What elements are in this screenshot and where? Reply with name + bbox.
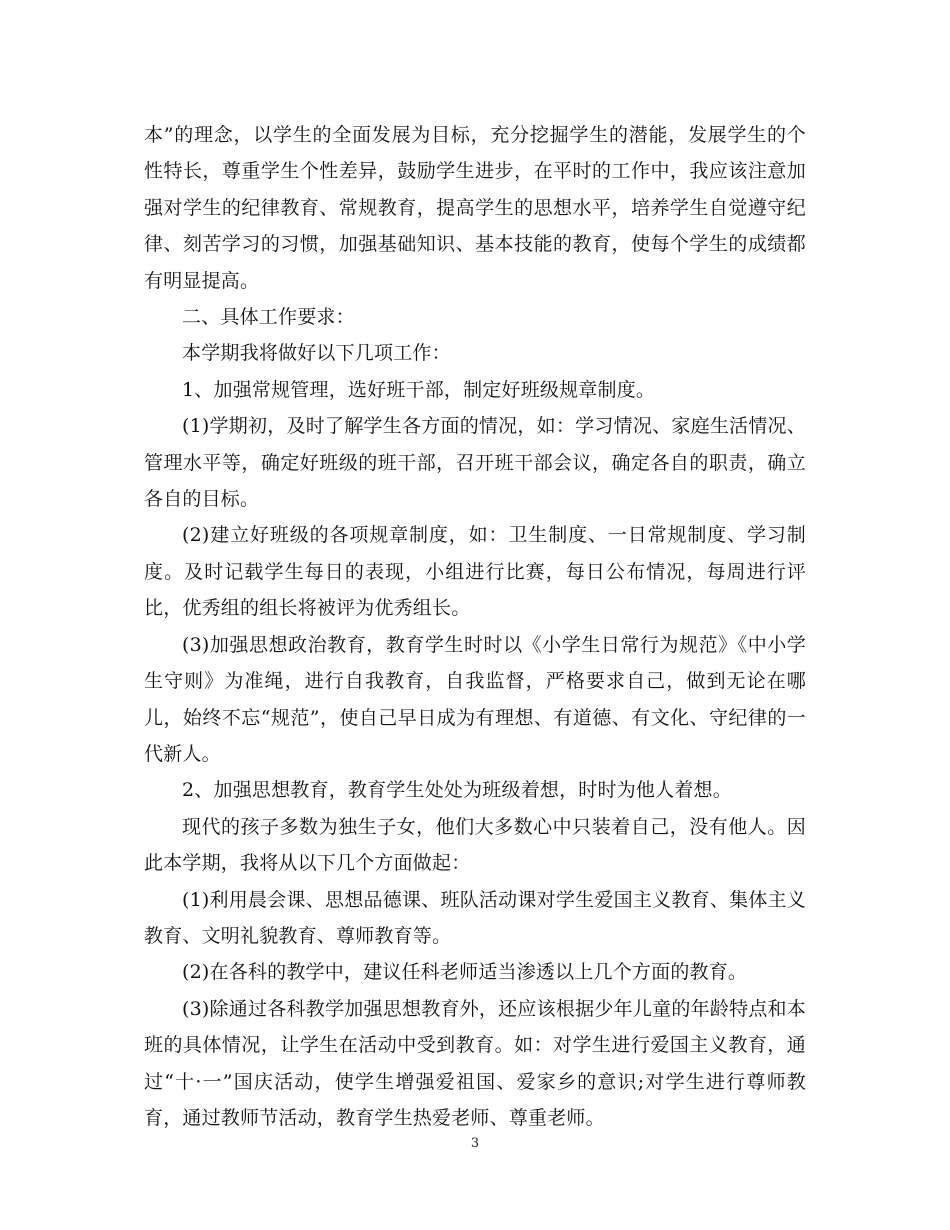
paragraph-context: 现代的孩子多数为独生子女，他们大多数心中只装着自己，没有他人。因此本学期，我将从以下几个方面做起：: [144, 815, 806, 875]
paragraph-intro: 本学期我将做好以下几项工作：: [182, 342, 451, 365]
subitem-1-3: (3)加强思想政治教育，教育学生时时以《小学生日常行为规范》《中小学生守则》为准绳，进行自我教育，自我监督，严格要求自己，做到无论在哪儿，始终不忘“规范”，使自己早日成为有理想、有道德、有文化、守纪律的一代新人。: [144, 633, 806, 765]
page-number: 3: [470, 1136, 480, 1151]
document-body: [144, 117, 806, 1136]
subitem-2-3: (3)除通过各科教学加强思想教育外，还应该根据少年儿童的年龄特点和本班的具体情况，让学生在活动中受到教育。如：对学生进行爱国主义教育，通过“十·一”国庆活动，使学生增强爱祖国、爱家乡的意识;对学生进行尊师教育，通过教师节活动，教育学生热爱老师、尊重老师。: [144, 997, 806, 1129]
subitem-2-2: (2)在各科的教学中，建议任科老师适当渗透以上几个方面的教育。: [182, 961, 748, 984]
subitem-1-1: (1)学期初，及时了解学生各方面的情况，如：学习情况、家庭生活情况、管理水平等，确定好班级的班干部，召开班干部会议，确定各自的职责，确立各自的目标。: [144, 415, 806, 511]
paragraph-continuation: 本”的理念，以学生的全面发展为目标，充分挖掘学生的潜能，发展学生的个性特长，尊重学生个性差异，鼓励学生进步，在平时的工作中，我应该注意加强对学生的纪律教育、常规教育，提高学生的思想水平，培养学生自觉遵守纪律、刻苦学习的习惯，加强基础知识、基本技能的教育，使每个学生的成绩都有明显提高。: [144, 124, 806, 292]
subitem-2-1: (1)利用晨会课、思想品德课、班队活动课对学生爱国主义教育、集体主义教育、文明礼貌教育、尊师教育等。: [144, 888, 806, 947]
section-heading: 二、具体工作要求：: [182, 306, 355, 329]
item-heading-1: 1、加强常规管理，选好班干部，制定好班级规章制度。: [182, 378, 656, 401]
subitem-1-2: (2)建立好班级的各项规章制度，如：卫生制度、一日常规制度、学习制度。及时记载学生每日的表现，小组进行比赛，每日公布情况，每周进行评比，优秀组的组长将被评为优秀组长。: [144, 524, 806, 620]
item-heading-2: 2、加强思想教育，教育学生处处为班级着想，时时为他人着想。: [182, 779, 732, 802]
